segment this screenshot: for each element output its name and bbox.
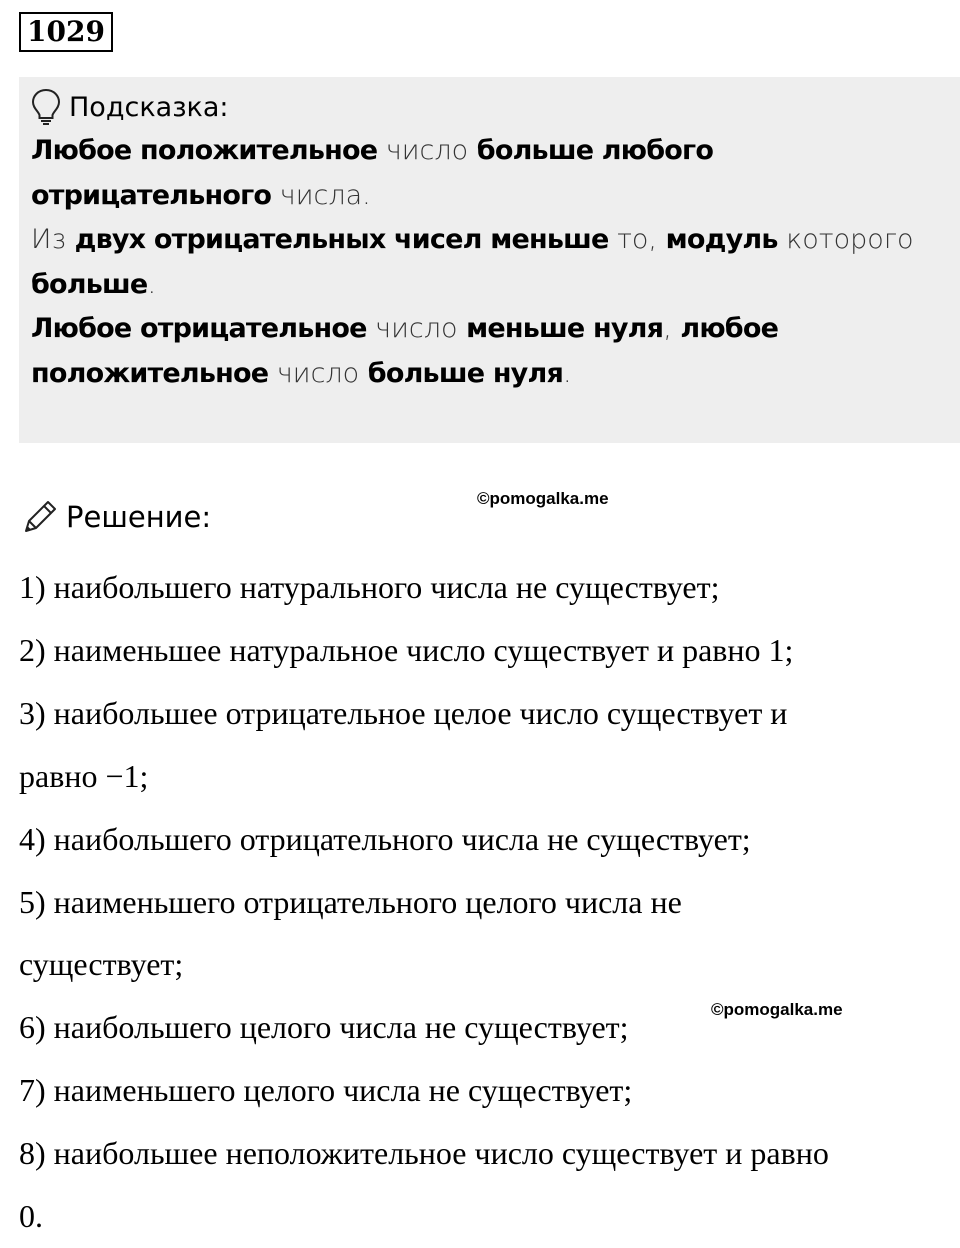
hint-bold-text: двух отрицательных чисел меньше xyxy=(74,224,609,255)
hint-bold-text: модуль xyxy=(665,224,778,255)
hint-line xyxy=(31,174,948,219)
hint-text-run: . xyxy=(562,357,572,389)
solution-header xyxy=(20,497,211,537)
hint-header xyxy=(31,85,948,129)
hint-line xyxy=(31,129,948,174)
hint-text-run: число xyxy=(377,135,477,166)
hint-text-run: числа. xyxy=(271,179,371,211)
hint-line xyxy=(31,218,948,263)
hint-bold-text: положительное xyxy=(31,357,269,389)
watermark: ©pomogalka.me xyxy=(711,1000,843,1019)
hint-text xyxy=(31,129,948,396)
hint-text-run: число xyxy=(366,313,467,344)
hint-text-run: число xyxy=(268,357,368,389)
solution-line: 3) наибольшее отрицательное целое число существует и xyxy=(19,694,788,731)
hint-text-run: которого xyxy=(777,224,914,255)
watermark: ©pomogalka.me xyxy=(477,489,609,508)
solution-line: 6) наибольшего целого числа не существует; xyxy=(19,1009,629,1046)
hint-bold-text: больше нуля xyxy=(367,357,563,389)
hint-text-run: . xyxy=(147,268,157,300)
hint-text-run: то, xyxy=(608,224,666,255)
hint-bold-text: больше любого xyxy=(476,135,714,166)
solution-line: 8) наибольшее неположительное число существует и равно xyxy=(19,1135,829,1172)
hint-bold-text: отрицательного xyxy=(31,179,272,211)
solution-line: 5) наименьшего отрицательного целого числа не xyxy=(19,883,682,920)
solution-title: Решение: xyxy=(66,500,212,534)
hint-bold-text: Любое положительное xyxy=(31,135,378,166)
solution-line: 4) наибольшего отрицательного числа не существует; xyxy=(19,820,751,857)
hint-bold-text: меньше нуля xyxy=(466,313,664,344)
hint-bold-text: больше xyxy=(31,268,148,300)
lightbulb-icon xyxy=(31,88,61,126)
hint-line xyxy=(31,263,948,308)
solution-list xyxy=(19,556,954,1248)
hint-text-run: , xyxy=(663,313,681,344)
pencil-icon xyxy=(20,497,60,537)
hint-line xyxy=(31,307,948,352)
hint-bold-text: любое xyxy=(680,313,779,344)
solution-line: 2) наименьшее натуральное число существует и равно 1; xyxy=(19,631,794,668)
hint-box xyxy=(19,77,960,443)
solution-line: 7) наименьшего целого числа не существует; xyxy=(19,1072,633,1109)
solution-line: равно −1; xyxy=(19,757,149,794)
hint-title: Подсказка: xyxy=(69,91,229,123)
solution-line: 0. xyxy=(19,1198,43,1235)
solution-line: существует; xyxy=(19,946,184,983)
solution-line: 1) наибольшего натурального числа не существует; xyxy=(19,569,720,605)
hint-bold-text: Любое отрицательное xyxy=(31,313,367,344)
hint-text-run: Из xyxy=(31,224,75,255)
hint-line xyxy=(31,352,948,397)
task-number: 1029 xyxy=(19,12,113,52)
